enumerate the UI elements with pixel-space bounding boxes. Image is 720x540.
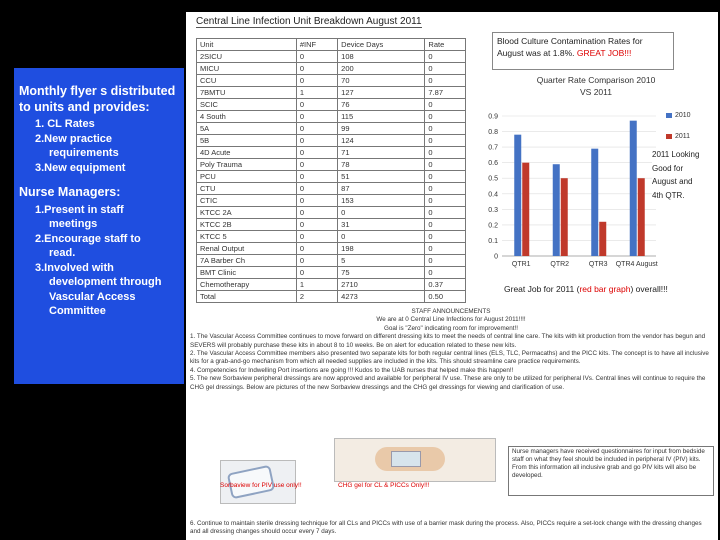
table-row xyxy=(197,75,466,87)
table-cell: 0.37 xyxy=(425,279,466,291)
list-item: 2.New practice xyxy=(35,132,113,145)
bar-2011 xyxy=(561,178,568,256)
table-cell: Chemotherapy xyxy=(197,279,297,291)
table-cell: Poly Trauma xyxy=(197,159,297,171)
table-cell: 2710 xyxy=(338,279,425,291)
table-cell: KTCC 2A xyxy=(197,207,297,219)
table-cell: 5 xyxy=(338,255,425,267)
note-2011: 2011 Looking Good for August and 4th QTR. xyxy=(652,148,702,202)
table-title: Central Line Infection Unit Breakdown August 2011 xyxy=(196,16,422,27)
table-cell: 0 xyxy=(296,63,337,75)
list-item: 1. CL Rates xyxy=(35,118,95,130)
table-header-row xyxy=(197,39,466,51)
y-tick-label: 0.1 xyxy=(488,237,498,245)
announce-p3: 4. Competencies for Indwelling Port insertions are going !!! Kudos to the UAB nurses that helped make this happen!! xyxy=(190,366,514,374)
table-cell: 4 South xyxy=(197,111,297,123)
list-item: Committee xyxy=(49,305,106,317)
table-cell: 75 xyxy=(338,267,425,279)
table-cell: 0 xyxy=(296,147,337,159)
table-cell: 7BMTU xyxy=(197,87,297,99)
table-row xyxy=(197,267,466,279)
table-row xyxy=(197,171,466,183)
announce-line2: Goal is "Zero" indicating room for improvement!! xyxy=(384,324,518,332)
x-tick-label: QTR3 xyxy=(588,261,608,268)
table-cell: 0 xyxy=(425,255,466,267)
list-item: 2.Encourage staff to xyxy=(35,232,141,245)
x-tick-label: QTR1 xyxy=(511,261,531,268)
table-cell: 0 xyxy=(425,207,466,219)
table-cell: 200 xyxy=(338,63,425,75)
list-item: development through xyxy=(49,276,162,288)
table-cell: 0 xyxy=(425,159,466,171)
table-cell: 198 xyxy=(338,243,425,255)
legend-swatch-2011 xyxy=(666,134,672,139)
table-row xyxy=(197,291,466,303)
legend-label-2011: 2011 xyxy=(675,133,691,140)
table-cell: 4D Acute xyxy=(197,147,297,159)
left-info-panel xyxy=(14,68,184,384)
table-cell: 0.50 xyxy=(425,291,466,303)
table-row xyxy=(197,279,466,291)
bar-2011 xyxy=(599,222,606,256)
table-cell: 0 xyxy=(296,99,337,111)
bar-2011 xyxy=(522,163,529,256)
list-item: 3.New equipment xyxy=(35,161,126,174)
announce-p2: 2. The Vascular Access Committee members also presented two separate kits for both regular central lines (ELS, TLC, Permacaths) and the PICC kits. The concept is to have all inclusive kits for a grab-and-go mechanism from which all needed supplies are included in the kits. This should streamline care practice requirements. xyxy=(190,350,709,366)
x-tick-label: QTR2 xyxy=(550,261,570,268)
table-cell: Total xyxy=(197,291,297,303)
table-cell: 0 xyxy=(338,231,425,243)
table-cell: 1 xyxy=(296,87,337,99)
infection-table xyxy=(196,38,466,303)
great-job-post: ) overall!!! xyxy=(630,284,668,294)
y-tick-label: 0.8 xyxy=(488,129,498,137)
bottom-note: 6. Continue to maintain sterile dressing technique for all CLs and PICCs with use of a barrier mask during the process. Also, PICCs require a set-lock change with the dressing changes and all dressing changes should occur every 7 days. xyxy=(190,520,702,535)
y-tick-label: 0.6 xyxy=(488,160,498,168)
table-cell: 0 xyxy=(425,243,466,255)
table-cell: 2SICU xyxy=(197,51,297,63)
table-cell: 0 xyxy=(425,123,466,135)
table-cell: 0 xyxy=(425,231,466,243)
announce-p1: 1. The Vascular Access Committee continues to move forward on different dressing kits to meet the needs of central line care. The kits with kit production from the vendor has begun and SEVERS will probably purchase these kits in about 8 to 10 weeks. Be on alert for education related to these new kits. xyxy=(190,333,706,349)
table-row xyxy=(197,111,466,123)
legend-label-2010: 2010 xyxy=(675,112,691,119)
table-cell: 127 xyxy=(338,87,425,99)
y-tick-label: 0.9 xyxy=(488,113,498,121)
table-cell: 0 xyxy=(425,111,466,123)
quarter-chart-svg xyxy=(482,108,660,278)
x-tick-label: QTR4 August xyxy=(615,261,658,268)
table-cell: 5A xyxy=(197,123,297,135)
table-cell: 1 xyxy=(296,279,337,291)
table-row xyxy=(197,51,466,63)
table-row xyxy=(197,87,466,99)
list-item: meetings xyxy=(49,218,98,230)
table-cell: 0 xyxy=(425,171,466,183)
table-cell: BMT Clinic xyxy=(197,267,297,279)
announce-line1: We are at 0 Central Line Infections for August 2011!!!! xyxy=(376,316,526,324)
table-cell: 0 xyxy=(296,243,337,255)
table-row xyxy=(197,99,466,111)
table-cell: 115 xyxy=(338,111,425,123)
quarter-chart xyxy=(482,108,660,278)
table-cell: 51 xyxy=(338,171,425,183)
bar-2010 xyxy=(630,121,637,256)
survey-box: Nurse managers have received questionnaires for input from bedside staff on what they feel should be included in peripheral IV (PIV) kits. From this information all inclusive grab and go PIV kits will also be developed. xyxy=(508,446,714,496)
table-cell: 31 xyxy=(338,219,425,231)
great-job-red: red bar graph xyxy=(579,284,631,294)
table-cell: 7.87 xyxy=(425,87,466,99)
table-cell: 0 xyxy=(296,75,337,87)
legend-swatch-2010 xyxy=(666,113,672,118)
table-cell: 0 xyxy=(296,183,337,195)
table-cell: 76 xyxy=(338,99,425,111)
table-cell: 78 xyxy=(338,159,425,171)
table-cell: 124 xyxy=(338,135,425,147)
table-cell: 0 xyxy=(296,51,337,63)
blood-culture-box xyxy=(492,32,674,70)
legend-item-2011 xyxy=(666,133,691,140)
table-cell: 108 xyxy=(338,51,425,63)
great-job-label: GREAT JOB!!! xyxy=(576,48,632,58)
table-cell: Renal Output xyxy=(197,243,297,255)
table-row xyxy=(197,255,466,267)
table-cell: 0 xyxy=(296,159,337,171)
table-cell: 0 xyxy=(296,219,337,231)
table-cell: 0 xyxy=(425,147,466,159)
table-row xyxy=(197,183,466,195)
header-rate: Rate xyxy=(425,39,466,51)
announce-p4: 5. The new Sorbaview peripheral dressings are now approved and available for peripheral IV use. These are only to be utilized for peripheral IVs. Central lines will continue to require the CHG gel dressings. Below are pictures of the new Sorbaview dressings and the CHG gel dressings for viewing and clarification of use. xyxy=(190,375,706,391)
header-unit: Unit xyxy=(197,39,297,51)
table-cell: 0 xyxy=(296,231,337,243)
table-cell: 0 xyxy=(296,267,337,279)
list-item: requirements xyxy=(49,147,119,159)
y-tick-label: 0.4 xyxy=(488,191,498,199)
table-row xyxy=(197,219,466,231)
table-cell: 71 xyxy=(338,147,425,159)
table-cell: 0 xyxy=(296,123,337,135)
table-cell: 0 xyxy=(296,255,337,267)
table-cell: 2 xyxy=(296,291,337,303)
list-item: read. xyxy=(49,247,76,259)
panel-heading-flyers: Monthly flyer s distributed to units and provides: xyxy=(19,84,176,114)
manager-list xyxy=(19,203,180,319)
staff-announcements xyxy=(190,308,712,392)
bar-2010 xyxy=(553,164,560,256)
table-cell: 0 xyxy=(425,51,466,63)
y-tick-label: 0.7 xyxy=(488,144,498,152)
table-row xyxy=(197,231,466,243)
table-cell: 0 xyxy=(296,135,337,147)
table-cell: PCU xyxy=(197,171,297,183)
table-cell: SCIC xyxy=(197,99,297,111)
caption-chg: CHG gel for CL & PICCs Only!!! xyxy=(338,482,430,489)
blood-culture-line1: Blood Culture Contamination Rates for xyxy=(497,36,643,46)
chg-gel-photo xyxy=(334,438,496,482)
y-tick-label: 0.5 xyxy=(488,175,498,183)
table-cell: 0 xyxy=(425,63,466,75)
table-row xyxy=(197,195,466,207)
flyer-list xyxy=(19,117,180,175)
table-cell: 70 xyxy=(338,75,425,87)
y-tick-label: 0.3 xyxy=(488,206,498,214)
header-inf: #INF xyxy=(296,39,337,51)
table-cell: 0 xyxy=(425,135,466,147)
list-item: Vascular Access xyxy=(49,290,136,303)
table-cell: 4273 xyxy=(338,291,425,303)
legend-item-2010 xyxy=(666,112,691,119)
table-body xyxy=(197,51,466,303)
bar-2010 xyxy=(591,149,598,256)
table-row xyxy=(197,135,466,147)
announce-title: STAFF ANNOUNCEMENTS xyxy=(411,308,491,315)
table-row xyxy=(197,243,466,255)
table-cell: 0 xyxy=(296,207,337,219)
y-tick-label: 0 xyxy=(494,253,498,261)
table-row xyxy=(197,147,466,159)
table-row xyxy=(197,207,466,219)
table-cell: 0 xyxy=(425,99,466,111)
table-cell: 0 xyxy=(296,195,337,207)
table-cell: 0 xyxy=(425,195,466,207)
table-row xyxy=(197,63,466,75)
caption-sorbaview: Sorbaview for PIV use only!! xyxy=(220,482,302,489)
table-cell: CTU xyxy=(197,183,297,195)
table-cell: 5B xyxy=(197,135,297,147)
table-cell: MICU xyxy=(197,63,297,75)
table-cell: 0 xyxy=(425,219,466,231)
table-cell: CCU xyxy=(197,75,297,87)
table-cell: 0 xyxy=(425,183,466,195)
table-cell: 99 xyxy=(338,123,425,135)
bar-2011 xyxy=(638,178,645,256)
table-cell: KTCC 5 xyxy=(197,231,297,243)
table-row xyxy=(197,123,466,135)
table-cell: CTIC xyxy=(197,195,297,207)
great-job-pre: Great Job for 2011 ( xyxy=(504,284,580,294)
table-cell: 7A Barber Ch xyxy=(197,255,297,267)
chart-title: Quarter Rate Comparison 2010 VS 2011 xyxy=(536,75,656,97)
bar-2010 xyxy=(514,135,521,256)
panel-heading-managers: Nurse Managers: xyxy=(19,185,121,199)
table-cell: 87 xyxy=(338,183,425,195)
y-tick-label: 0.2 xyxy=(488,222,498,230)
table-cell: 153 xyxy=(338,195,425,207)
newsletter-document xyxy=(186,12,718,540)
gel-pad-shape xyxy=(391,451,421,467)
table-cell: 0 xyxy=(338,207,425,219)
list-item: 3.Involved with xyxy=(35,261,114,274)
header-device-days: Device Days xyxy=(338,39,425,51)
table-cell: 0 xyxy=(425,267,466,279)
table-cell: 0 xyxy=(425,75,466,87)
table-cell: KTCC 2B xyxy=(197,219,297,231)
table-cell: 0 xyxy=(296,171,337,183)
blood-culture-rate: August was at 1.8%. xyxy=(497,48,575,58)
great-job-text xyxy=(504,284,668,294)
table-cell: 0 xyxy=(296,111,337,123)
table-row xyxy=(197,159,466,171)
blood-culture-line2 xyxy=(497,47,669,59)
list-item: 1.Present in staff xyxy=(35,203,124,216)
